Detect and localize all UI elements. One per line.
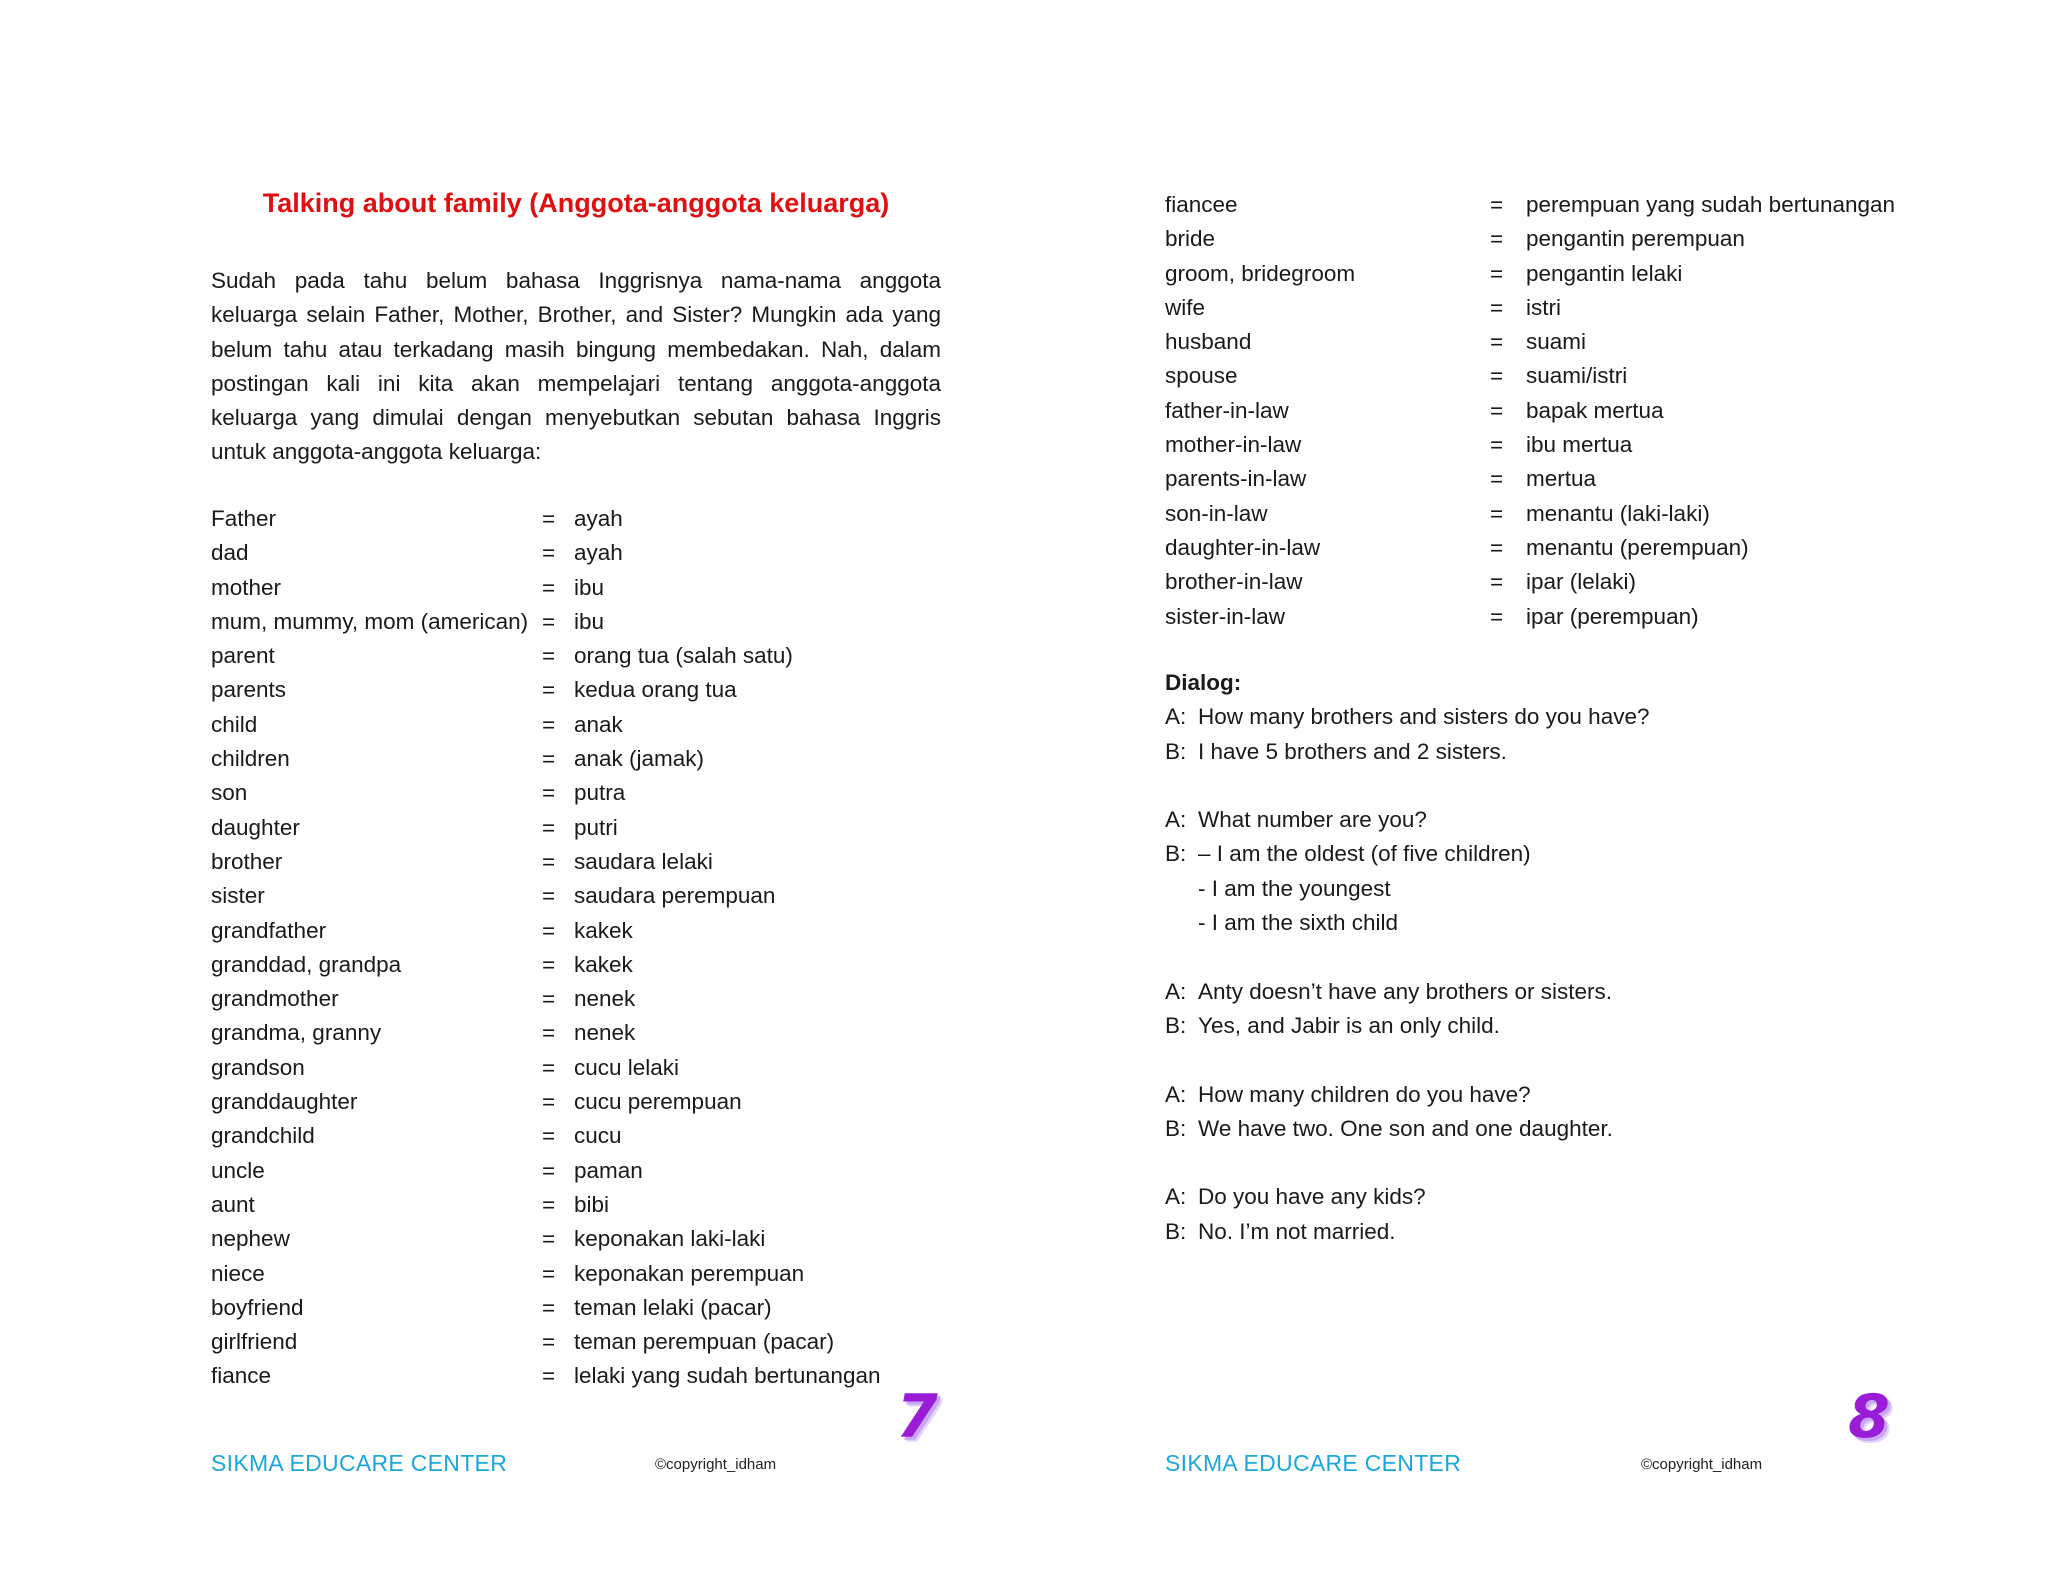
english-term: Father xyxy=(211,506,277,531)
equals-sign: = xyxy=(542,1260,556,1286)
equals-sign: = xyxy=(1490,534,1504,560)
dialog-spacer xyxy=(1165,1146,1965,1180)
indonesian-term: keponakan laki-laki xyxy=(574,1226,766,1252)
vocab-row xyxy=(211,845,931,879)
indonesian-term: pengantin perempuan xyxy=(1526,226,1745,252)
dialog-line xyxy=(1165,872,1965,906)
indonesian-term: saudara perempuan xyxy=(574,883,776,909)
indonesian-term: orang tua (salah satu) xyxy=(574,643,793,669)
vocab-row xyxy=(211,1016,931,1050)
equals-sign: = xyxy=(542,1226,556,1252)
vocab-row xyxy=(211,982,931,1016)
vocab-row xyxy=(211,1154,931,1188)
footer-copyright: ©copyright_idham xyxy=(1641,1456,1763,1473)
indonesian-term: mertua xyxy=(1526,466,1597,492)
english-term: grandson xyxy=(211,1054,305,1080)
dialog-heading: Dialog: xyxy=(1165,670,1242,695)
vocab-row xyxy=(1165,291,1965,325)
english-term: uncle xyxy=(211,1157,265,1183)
equals-sign: = xyxy=(1490,363,1504,389)
speaker-label: A: xyxy=(1165,807,1187,833)
indonesian-term: nenek xyxy=(574,1020,636,1046)
english-term: mother xyxy=(211,574,282,600)
indonesian-term: lelaki yang sudah bertunangan xyxy=(574,1363,881,1389)
vocabulary-list xyxy=(1165,188,1965,634)
vocab-row xyxy=(1165,497,1965,531)
speaker-label: B: xyxy=(1165,841,1187,867)
vocab-row xyxy=(211,948,931,982)
indonesian-term: bibi xyxy=(574,1191,610,1217)
indonesian-term: ibu xyxy=(574,574,605,600)
dialog-text: Yes, and Jabir is an only child. xyxy=(1198,1012,1500,1038)
indonesian-term: kakek xyxy=(574,917,633,943)
equals-sign: = xyxy=(1490,260,1504,286)
indonesian-term: suami/istri xyxy=(1526,363,1628,389)
dialog-text: What number are you? xyxy=(1198,807,1427,833)
equals-sign: = xyxy=(542,1191,556,1217)
dialog-spacer xyxy=(1165,769,1965,803)
footer-brand: SIKMA EDUCARE CENTER xyxy=(211,1450,508,1476)
english-term: son xyxy=(211,780,248,806)
english-term: niece xyxy=(211,1260,265,1286)
indonesian-term: perempuan yang sudah bertunangan xyxy=(1526,192,1896,217)
english-term: grandchild xyxy=(211,1123,315,1149)
indonesian-term: ayah xyxy=(574,506,623,531)
english-term: fiance xyxy=(211,1363,272,1389)
vocab-row xyxy=(1165,531,1965,565)
equals-sign: = xyxy=(542,883,556,909)
equals-sign: = xyxy=(542,780,556,806)
equals-sign: = xyxy=(1490,226,1504,252)
english-term: son-in-law xyxy=(1165,500,1268,526)
footer-copyright: ©copyright_idham xyxy=(655,1456,777,1473)
english-term: nephew xyxy=(211,1226,290,1252)
vocab-row xyxy=(211,1085,931,1119)
indonesian-term: anak (jamak) xyxy=(574,746,705,772)
equals-sign: = xyxy=(1490,603,1504,629)
page-number: 7 xyxy=(896,1382,938,1452)
english-term: child xyxy=(211,711,258,737)
equals-sign: = xyxy=(542,574,556,600)
indonesian-term: menantu (laki-laki) xyxy=(1526,500,1710,526)
vocab-row xyxy=(211,1222,931,1256)
dialog-line xyxy=(1165,1180,1965,1214)
dialog-line xyxy=(1165,906,1965,940)
equals-sign: = xyxy=(542,1123,556,1149)
indonesian-term: anak xyxy=(574,711,623,737)
equals-sign: = xyxy=(542,608,556,634)
equals-sign: = xyxy=(542,848,556,874)
vocabulary-list xyxy=(211,502,931,1394)
indonesian-term: teman perempuan (pacar) xyxy=(574,1329,835,1355)
intro-paragraph: Sudah pada tahu belum bahasa Inggrisnya nama-nama anggota keluarga selain Father, Mother, Brother, and Sister? Mungkin ada yang belum tahu atau terkadang masih bingung membedakan. Nah, dalam postingan kali ini kita akan mempelajari tentang anggota-anggota keluarga yang dimulai dengan menyebutkan sebutan bahasa Inggris untuk anggota-anggota keluarga: xyxy=(211,268,941,465)
vocab-row xyxy=(1165,325,1965,359)
english-term: daughter-in-law xyxy=(1165,534,1321,560)
vocab-row xyxy=(211,1051,931,1085)
english-term: mum, mummy, mom (american) xyxy=(211,608,529,634)
equals-sign: = xyxy=(1490,432,1504,458)
vocab-row xyxy=(211,571,931,605)
speaker-label: A: xyxy=(1165,978,1187,1004)
english-term: aunt xyxy=(211,1191,255,1217)
indonesian-term: menantu (perempuan) xyxy=(1526,534,1749,560)
vocab-row xyxy=(211,673,931,707)
english-term: parents xyxy=(211,677,287,703)
equals-sign: = xyxy=(542,677,556,703)
indonesian-term: ipar (perempuan) xyxy=(1526,603,1699,629)
dialog-line xyxy=(1165,1112,1965,1146)
dialog-text: - I am the sixth child xyxy=(1198,910,1399,936)
indonesian-term: saudara lelaki xyxy=(574,848,713,874)
vocab-row xyxy=(211,1119,931,1153)
speaker-label: B: xyxy=(1165,738,1187,764)
english-term: girlfriend xyxy=(211,1329,298,1355)
equals-sign: = xyxy=(542,746,556,772)
english-term: father-in-law xyxy=(1165,397,1289,423)
english-term: mother-in-law xyxy=(1165,432,1302,458)
dialog-section xyxy=(1165,666,1965,1249)
dialog-text: Do you have any kids? xyxy=(1198,1184,1426,1210)
english-term: spouse xyxy=(1165,363,1238,389)
vocab-row xyxy=(1165,188,1965,222)
equals-sign: = xyxy=(542,1089,556,1115)
vocab-row xyxy=(211,811,931,845)
english-term: parent xyxy=(211,643,275,669)
speaker-label: B: xyxy=(1165,1012,1187,1038)
equals-sign: = xyxy=(542,1329,556,1355)
english-term: bride xyxy=(1165,226,1216,252)
equals-sign: = xyxy=(542,1157,556,1183)
vocab-row xyxy=(211,639,931,673)
vocab-row xyxy=(1165,394,1965,428)
indonesian-term: bapak mertua xyxy=(1526,397,1664,423)
footer-brand: SIKMA EDUCARE CENTER xyxy=(1165,1450,1462,1476)
indonesian-term: cucu perempuan xyxy=(574,1089,742,1115)
right-page xyxy=(1024,0,2048,1582)
english-term: fiancee xyxy=(1165,192,1238,217)
equals-sign: = xyxy=(542,986,556,1012)
equals-sign: = xyxy=(542,951,556,977)
speaker-label: B: xyxy=(1165,1218,1187,1244)
dialog-line xyxy=(1165,975,1965,1009)
vocab-row xyxy=(1165,565,1965,599)
dialog-text: No. I’m not married. xyxy=(1198,1218,1396,1244)
speaker-label: A: xyxy=(1165,1184,1187,1210)
indonesian-term: cucu lelaki xyxy=(574,1054,680,1080)
vocab-row xyxy=(1165,257,1965,291)
dialog-spacer xyxy=(1165,940,1965,974)
vocab-row xyxy=(1165,428,1965,462)
equals-sign: = xyxy=(542,711,556,737)
indonesian-term: nenek xyxy=(574,986,636,1012)
english-term: sister-in-law xyxy=(1165,603,1286,629)
dialog-text: We have two. One son and one daughter. xyxy=(1198,1115,1613,1141)
indonesian-term: ipar (lelaki) xyxy=(1526,569,1637,595)
english-term: grandfather xyxy=(211,917,327,943)
vocab-row xyxy=(211,914,931,948)
indonesian-term: ayah xyxy=(574,540,623,566)
vocab-row xyxy=(211,776,931,810)
indonesian-term: kakek xyxy=(574,951,633,977)
english-term: grandma, granny xyxy=(211,1020,382,1046)
vocab-row xyxy=(211,1359,931,1393)
speaker-label: A: xyxy=(1165,1081,1187,1107)
dialog-line xyxy=(1165,837,1965,871)
dialog-text: I have 5 brothers and 2 sisters. xyxy=(1198,738,1507,764)
english-term: granddad, grandpa xyxy=(211,951,402,977)
dialog-spacer xyxy=(1165,1043,1965,1077)
vocab-row xyxy=(211,742,931,776)
dialog-line xyxy=(1165,1078,1965,1112)
dialog-text: How many children do you have? xyxy=(1198,1081,1531,1107)
equals-sign: = xyxy=(542,1294,556,1320)
vocab-row xyxy=(1165,222,1965,256)
dialog-text: – I am the oldest (of five children) xyxy=(1198,841,1531,867)
equals-sign: = xyxy=(1490,192,1504,217)
vocab-row xyxy=(211,536,931,570)
vocab-row xyxy=(211,1291,931,1325)
dialog-line xyxy=(1165,1215,1965,1249)
vocab-row xyxy=(211,879,931,913)
dialog-text: How many brothers and sisters do you have? xyxy=(1198,704,1650,730)
indonesian-term: teman lelaki (pacar) xyxy=(574,1294,772,1320)
english-term: parents-in-law xyxy=(1165,466,1307,492)
speaker-label: A: xyxy=(1165,704,1187,730)
indonesian-term: suami xyxy=(1526,329,1587,355)
equals-sign: = xyxy=(542,917,556,943)
dialog-line xyxy=(1165,803,1965,837)
equals-sign: = xyxy=(1490,500,1504,526)
indonesian-term: putri xyxy=(574,814,618,840)
vocab-row xyxy=(211,1188,931,1222)
speaker-label: B: xyxy=(1165,1115,1187,1141)
page-title: Talking about family (Anggota-anggota keluarga) xyxy=(262,188,890,218)
english-term: boyfriend xyxy=(211,1294,304,1320)
equals-sign: = xyxy=(542,1020,556,1046)
equals-sign: = xyxy=(542,506,556,531)
indonesian-term: istri xyxy=(1526,294,1561,320)
dialog-text: - I am the youngest xyxy=(1198,875,1391,901)
equals-sign: = xyxy=(542,814,556,840)
equals-sign: = xyxy=(1490,569,1504,595)
equals-sign: = xyxy=(1490,329,1504,355)
indonesian-term: ibu mertua xyxy=(1526,432,1633,458)
indonesian-term: pengantin lelaki xyxy=(1526,260,1683,286)
english-term: sister xyxy=(211,883,265,909)
english-term: daughter xyxy=(211,814,300,840)
indonesian-term: kedua orang tua xyxy=(574,677,737,703)
english-term: grandmother xyxy=(211,986,339,1012)
english-term: groom, bridegroom xyxy=(1165,260,1356,286)
vocab-row xyxy=(211,1257,931,1291)
dialog-line xyxy=(1165,1009,1965,1043)
english-term: children xyxy=(211,746,290,772)
indonesian-term: putra xyxy=(574,780,626,806)
vocab-row xyxy=(1165,359,1965,393)
indonesian-term: keponakan perempuan xyxy=(574,1260,805,1286)
equals-sign: = xyxy=(1490,466,1504,492)
vocab-row xyxy=(211,708,931,742)
dialog-text: Anty doesn’t have any brothers or sisters. xyxy=(1198,978,1612,1004)
equals-sign: = xyxy=(542,1054,556,1080)
vocab-row xyxy=(211,1325,931,1359)
indonesian-term: paman xyxy=(574,1157,643,1183)
vocab-row xyxy=(211,502,931,536)
page-number: 8 xyxy=(1848,1382,1890,1452)
english-term: granddaughter xyxy=(211,1089,358,1115)
dialog-line xyxy=(1165,735,1965,769)
equals-sign: = xyxy=(1490,294,1504,320)
vocab-row xyxy=(211,605,931,639)
english-term: brother-in-law xyxy=(1165,569,1303,595)
equals-sign: = xyxy=(542,540,556,566)
english-term: wife xyxy=(1165,294,1206,320)
english-term: brother xyxy=(211,848,283,874)
indonesian-term: ibu xyxy=(574,608,605,634)
indonesian-term: cucu xyxy=(574,1123,622,1149)
english-term: dad xyxy=(211,540,249,566)
english-term: husband xyxy=(1165,329,1252,355)
equals-sign: = xyxy=(542,1363,556,1389)
equals-sign: = xyxy=(542,643,556,669)
vocab-row xyxy=(1165,462,1965,496)
vocab-row xyxy=(1165,600,1965,634)
dialog-line xyxy=(1165,700,1965,734)
equals-sign: = xyxy=(1490,397,1504,423)
